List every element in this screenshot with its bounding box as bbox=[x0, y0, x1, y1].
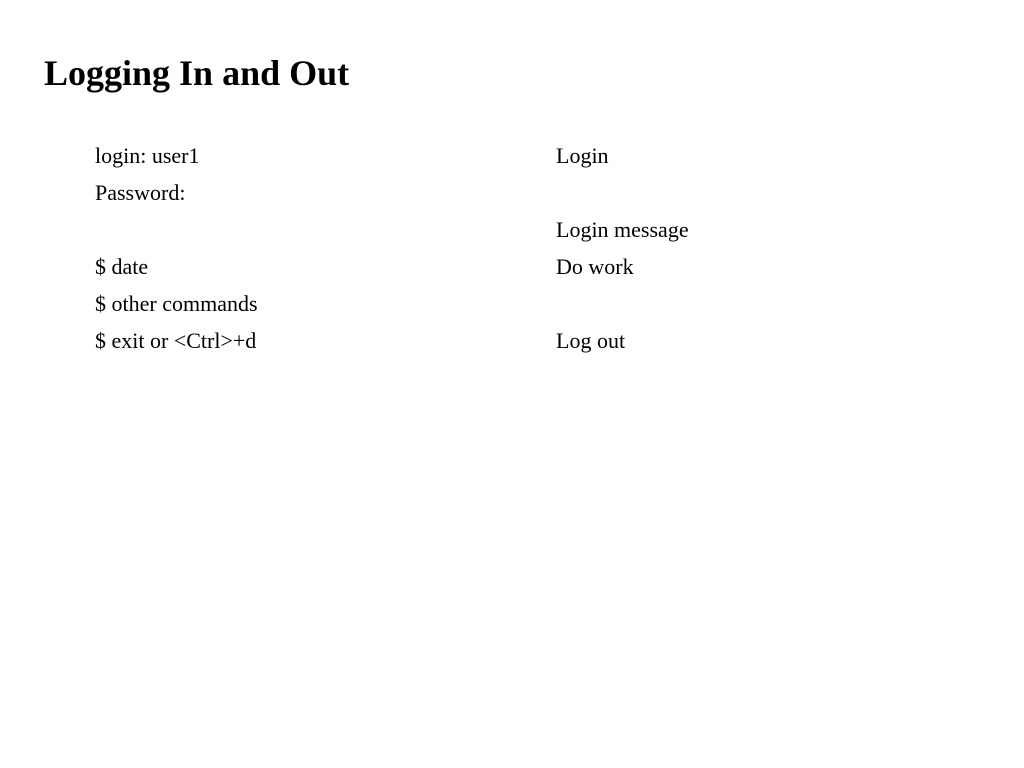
step-label: Login message bbox=[556, 216, 689, 242]
session-row-login-message bbox=[95, 211, 795, 248]
session-row-other-commands bbox=[95, 285, 795, 322]
session-row-login bbox=[95, 137, 795, 174]
step-label: Do work bbox=[556, 253, 634, 279]
slide-title: Logging In and Out bbox=[44, 53, 350, 93]
session-row-exit bbox=[95, 322, 795, 359]
step-label: Log out bbox=[556, 327, 626, 353]
command-text: Password: bbox=[95, 179, 186, 205]
login-session-table bbox=[95, 137, 795, 359]
session-row-password bbox=[95, 174, 795, 211]
step-label: Login bbox=[556, 142, 609, 168]
session-row-date bbox=[95, 248, 795, 285]
command-text: $ other commands bbox=[95, 290, 258, 316]
command-text: $ exit or <Ctrl>+d bbox=[95, 327, 257, 353]
command-text: $ date bbox=[95, 253, 149, 279]
command-text: login: user1 bbox=[95, 142, 200, 168]
